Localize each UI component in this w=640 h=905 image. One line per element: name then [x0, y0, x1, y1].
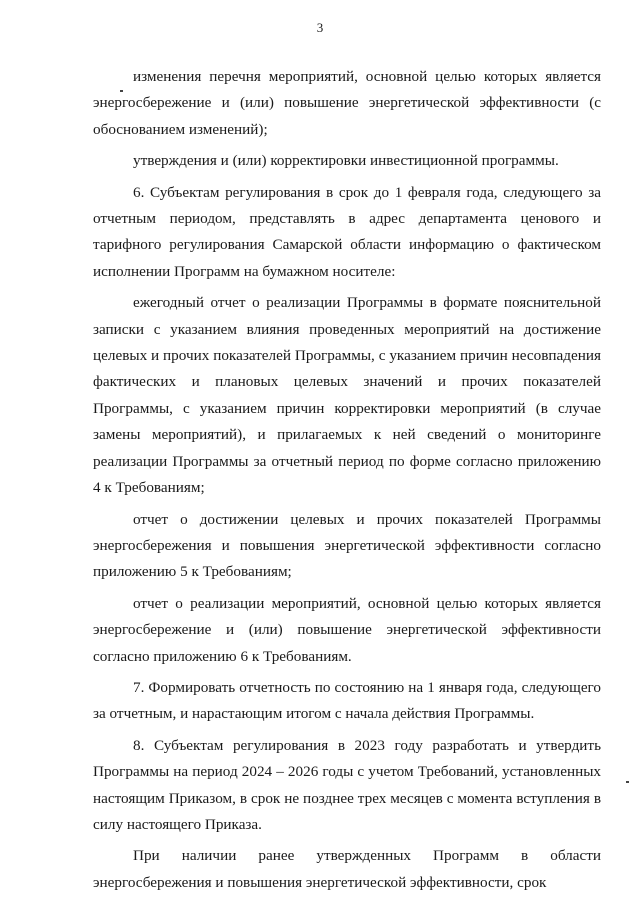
page-number: 3: [316, 20, 324, 35]
paragraph: утверждения и (или) корректировки инвестиционной программы.: [133, 152, 559, 170]
paragraph: 6. Субъектам регулирования в срок до 1 февраля года, следующего за отчетным периодом, представлять в адрес департамента ценового и тарифного регулирования Самарской области информацию о фактическом исполнении Программ на бумажном носителе:: [93, 183, 601, 280]
paragraph: При наличии ранее утвержденных Программ в области энергосбережения и повышения энергетической эффективности, срок: [93, 847, 601, 891]
paragraph: отчет о реализации мероприятий, основной целью которых является энергосбережение и (или) повышение энергетической эффективности согласно приложению 6 к Требованиям.: [93, 594, 601, 665]
document-body: [93, 64, 601, 901]
paragraph: ежегодный отчет о реализации Программы в формате пояснительной записки с указанием влияния проведенных мероприятий на достижение целевых и прочих показателей Программы, с указанием причин несовпадения фактических и плановых целевых значений и прочих показателей Программы, с указанием причин корректировки мероприятий (в случае замены мероприятий), и прилагаемых к ней сведений о мониторинге реализации Программы за отчетный период по форме согласно приложению 4 к Требованиям;: [93, 294, 601, 497]
scan-speck: [626, 781, 629, 783]
paragraph: отчет о достижении целевых и прочих показателей Программы энергосбережения и повышения энергетической эффективности согласно приложению 5 к Требованиям;: [93, 510, 601, 581]
paragraph: изменения перечня мероприятий, основной целью которых является энергосбережение и (или) повышение энергетической эффективности (с обоснованием изменений);: [93, 68, 601, 138]
paragraph: 7. Формировать отчетность по состоянию на 1 января года, следующего за отчетным, и нарастающим итогом с начала действия Программы.: [93, 678, 601, 723]
paragraph: 8. Субъектам регулирования в 2023 году разработать и утвердить Программы на период 2024 – 2026 годы с учетом Требований, установленных настоящим Приказом, в срок не позднее трех месяцев с момента вступления в силу настоящего Приказа.: [93, 736, 601, 833]
